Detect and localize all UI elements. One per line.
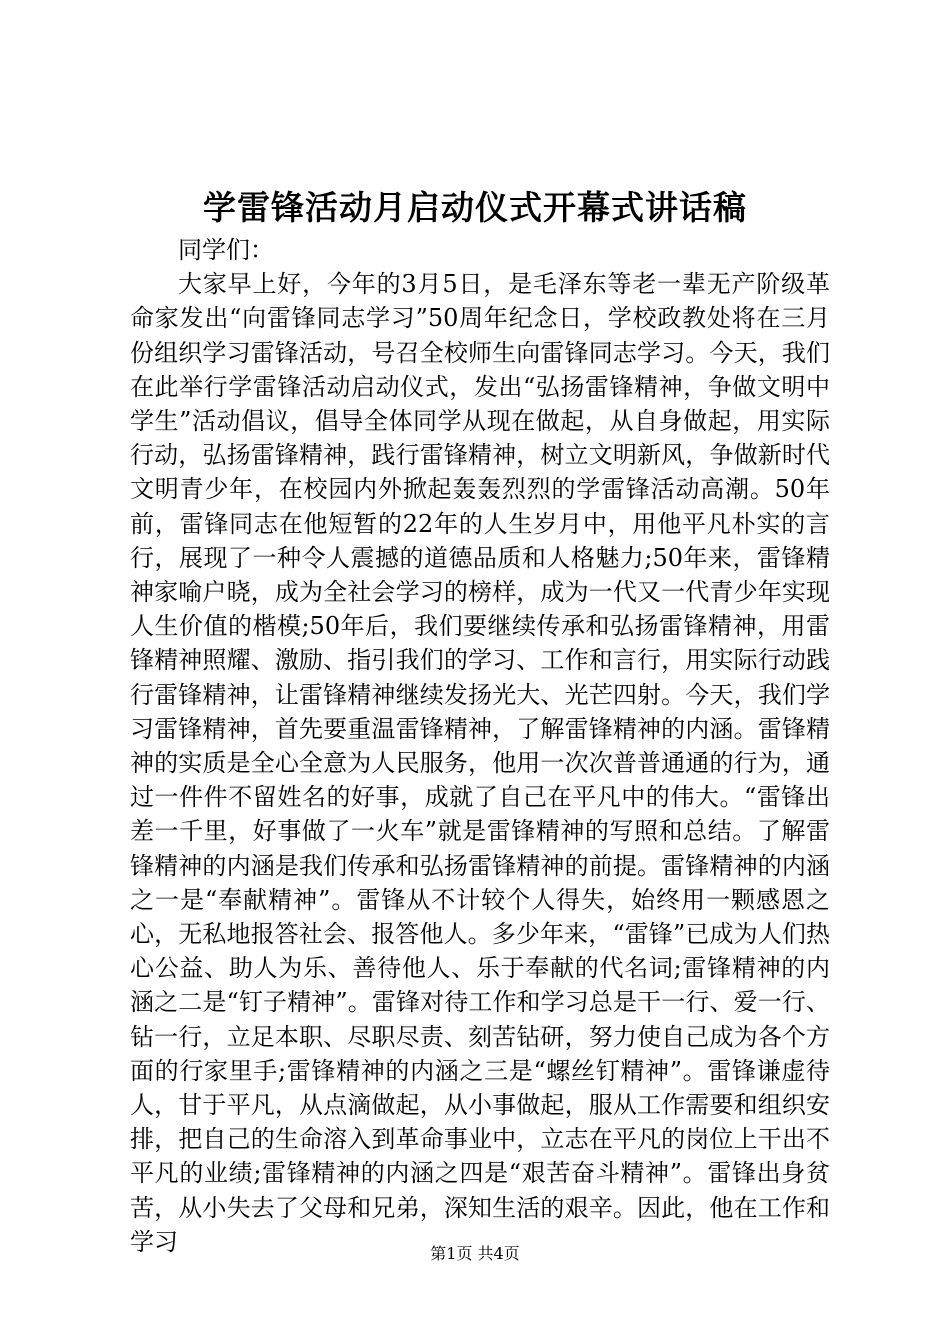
document-title: 学雷锋活动月启动仪式开幕式讲话稿	[203, 188, 747, 227]
document-body	[130, 233, 830, 1259]
page-number-footer: 第1页 共4页	[430, 1244, 520, 1263]
body-paragraph: 大家早上好，今年的3月5日，是毛泽东等老一辈无产阶级革命家发出“向雷锋同志学习”50周年纪念日，学校政教处将在三月份组织学习雷锋活动，号召全校师生向雷锋同志学习。今天，我们在此举行学雷锋活动启动仪式，发出“弘扬雷锋精神，争做文明中学生”活动倡议，倡导全体同学从现在做起，从自身做起，用实际行动，弘扬雷锋精神，践行雷锋精神，树立文明新风，争做新时代文明青少年，在校园内外掀起轰轰烈烈的学雷锋活动高潮。50年前，雷锋同志在他短暂的22年的人生岁月中，用他平凡朴实的言行，展现了一种令人震撼的道德品质和人格魅力;50年来，雷锋精神家喻户晓，成为全社会学习的榜样，成为一代又一代青少年实现人生价值的楷模;50年后，我们要继续传承和弘扬雷锋精神，用雷锋精神照耀、激励、指引我们的学习、工作和言行，用实际行动践行雷锋精神，让雷锋精神继续发扬光大、光芒四射。今天，我们学习雷锋精神，首先要重温雷锋精神，了解雷锋精神的内涵。雷锋精神的实质是全心全意为人民服务，他用一次次普普通通的行为，通过一件件不留姓名的好事，成就了自己在平凡中的伟大。“雷锋出差一千里，好事做了一火车”就是雷锋精神的写照和总结。了解雷锋精神的内涵是我们传承和弘扬雷锋精神的前提。雷锋精神的内涵之一是“奉献精神”。雷锋从不计较个人得失，始终用一颗感恩之心，无私地报答社会、报答他人。多少年来，“雷锋”已成为人们热心公益、助人为乐、善待他人、乐于奉献的代名词;雷锋精神的内涵之二是“钉子精神”。雷锋对待工作和学习总是干一行、爱一行、钻一行，立足本职、尽职尽责、刻苦钻研，努力使自己成为各个方面的行家里手;雷锋精神的内涵之三是“螺丝钉精神”。雷锋谦虚待人，甘于平凡，从点滴做起，从小事做起，服从工作需要和组织安排，把自己的生命溶入到革命事业中，立志在平凡的岗位上干出不平凡的业绩;雷锋精神的内涵之四是“艰苦奋斗精神”。雷锋出身贫苦，从小失去了父母和兄弟，深知生活的艰辛。因此，他在工作和学习	[130, 270, 830, 1256]
salutation: 同学们：	[178, 236, 274, 264]
